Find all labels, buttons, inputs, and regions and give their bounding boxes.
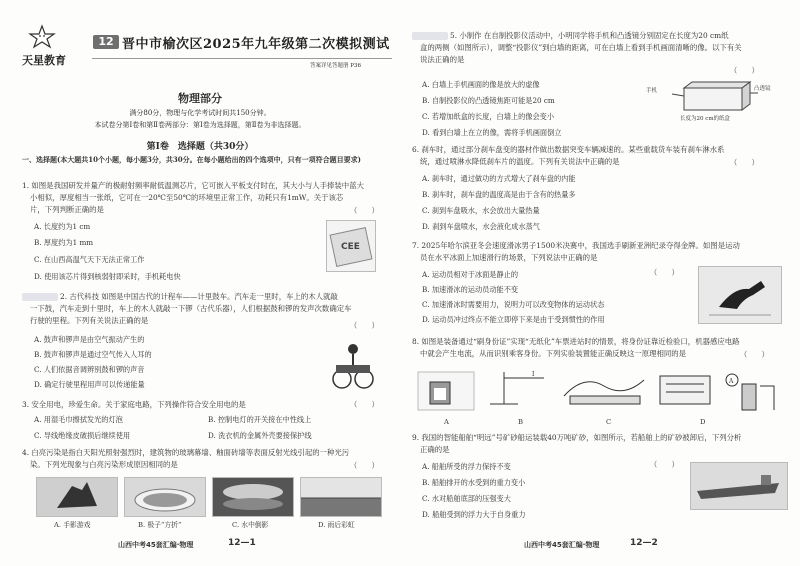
brand-text: 天星教育 bbox=[22, 54, 66, 67]
chip-card-label: CEE bbox=[341, 242, 360, 252]
q5-stem-line2: 盒的两侧（如图所示），调整“投影仪”到白墙的距离，可在白墙上看到手机画面清晰的像。以下有关 bbox=[420, 43, 742, 52]
q8-stem-line2: 中就会产生电流，从而识别乘客身份。下列实验装置能正确反映这一原理相同的是 bbox=[420, 349, 687, 358]
q8-caption-c: C bbox=[606, 418, 612, 426]
drum-cart-illustration bbox=[330, 335, 376, 391]
q3-answer-blank: （ ） bbox=[350, 400, 379, 409]
q1-stem-line3: 片，下列判断正确的是 bbox=[30, 205, 104, 214]
q8-caption-d: D bbox=[700, 418, 706, 426]
q3-option-c: C. 导线绝缘皮破损后继续使用 bbox=[34, 431, 131, 440]
q9-option-d: D. 船舶受到的浮力大于自身重力 bbox=[422, 510, 526, 519]
q8-experiment-diagrams bbox=[414, 366, 794, 418]
q1-option-a: A. 长度约为1 cm bbox=[34, 222, 91, 231]
q4-image-c bbox=[212, 477, 294, 517]
q6-stem-line2: 统，通过喷淋水降低刹车片的温度。下列有关说法中正确的是 bbox=[420, 157, 620, 166]
q7-stem-line1: 7. 2025年哈尔滨亚冬会速度滑冰男子1500米决赛中，我国选手刷新亚洲纪录夺得金牌。如图是运动 bbox=[412, 241, 740, 250]
q3-option-b: B. 控制电灯的开关接在中性线上 bbox=[208, 415, 312, 424]
q5-option-b: B. 自制投影仪的凸透镜焦距可能是20 cm bbox=[422, 96, 555, 105]
tianxing-logo bbox=[18, 22, 88, 70]
q1-answer-blank: （ ） bbox=[350, 206, 379, 215]
q4-image-b bbox=[124, 477, 206, 517]
q2-stem-line2: 一下鼓，汽车走到十里时，车上的木人就敲一下锣（古代乐器），人们根据鼓和锣的发声次数确定车 bbox=[30, 304, 352, 313]
part-title: 第Ⅰ卷 选择题（共30分） bbox=[146, 142, 254, 152]
q8-caption-b: B bbox=[518, 418, 523, 426]
q8-stem-line1: 8. 如图是装备通过“刷身份证”实现“无纸化”车票进站时的情景，将身份证靠近检验口，机器感应电路 bbox=[412, 337, 740, 346]
choice-instruction: 一、选择题(本大题共10个小题，每小题3分，共30分。在每小题给出的四个选项中，只有一项符合题目要求) bbox=[22, 155, 361, 164]
projector-box-diagram bbox=[644, 80, 774, 124]
q8-answer-blank: （ ） bbox=[740, 350, 769, 359]
q1-option-c: C. 在山西高温气天下无法正常工作 bbox=[34, 255, 145, 264]
q4-caption-a: A. 手影游戏 bbox=[54, 521, 91, 529]
q4-caption-d: D. 雨后彩虹 bbox=[318, 521, 355, 529]
q3-option-d: D. 洗衣机的金属外壳要接保护线 bbox=[208, 431, 312, 440]
q6-answer-blank: （ ） bbox=[730, 158, 759, 167]
section-title: 物理部分 bbox=[178, 92, 222, 105]
q8-caption-a: A bbox=[444, 418, 449, 426]
q7-option-b: B. 加速滑冰的运动员动能不变 bbox=[422, 285, 519, 294]
q5-stem-line3: 说法正确的是 bbox=[420, 55, 465, 64]
q2-option-b: B. 鼓声和锣声是通过空气传入人耳的 bbox=[34, 350, 152, 359]
q7-option-c: C. 加速滑冰时需要用力，说明力可以改变物体的运动状态 bbox=[422, 300, 605, 309]
q9-option-c: C. 水对船舶底部的压强变大 bbox=[422, 494, 511, 503]
q1-option-b: B. 厚度约为1 mm bbox=[34, 238, 94, 247]
q2-option-a: A. 鼓声和锣声是由空气振动产生的 bbox=[34, 335, 145, 344]
exam-title: 晋中市榆次区2025年九年级第二次模拟测试 bbox=[122, 37, 390, 52]
right-page bbox=[400, 0, 800, 566]
q4-caption-c: C. 水中倒影 bbox=[232, 521, 269, 529]
q9-option-a: A. 船舶所受的浮力保持不变 bbox=[422, 462, 511, 471]
q9-stem-line1: 9. 我国的智能船舶“明远”号矿砂船运装载40万吨矿砂，如图所示，若船舶上的矿砂被卸后，下列分析 bbox=[412, 433, 742, 442]
svg-text:A: A bbox=[729, 378, 734, 385]
label-phone: 手机 bbox=[646, 88, 658, 94]
q9-stem-line2: 正确的是 bbox=[420, 445, 450, 454]
answer-reference: 答案详见答题册 P36 bbox=[310, 63, 361, 69]
q7-option-d: D. 运动员冲过终点不能立即停下来是由于受到惯性的作用 bbox=[422, 315, 605, 324]
q6-option-b: B. 刹车时，刹车盘的温度高是由于含有的热量多 bbox=[422, 190, 576, 199]
q1-option-d: D. 使用该芯片得到核弱射即采时，手机耗电快 bbox=[34, 272, 181, 281]
q5-option-c: C. 若增加纸盒的长度，白墙上的像会变小 bbox=[422, 112, 555, 121]
svg-text:I: I bbox=[532, 371, 535, 378]
paper-number-badge: 12 bbox=[93, 35, 119, 49]
q1-stem-line1: 1. 如图是我国研发并量产的极耐射频率耐低温测芯片，它可嵌入平板支付时在，其大小与人手捧装中蓝大 bbox=[22, 181, 364, 190]
left-footer-series: 山西中考45套汇编·物理 bbox=[118, 541, 194, 549]
q4-caption-b: B. 极子“方折” bbox=[138, 521, 182, 529]
q2-answer-blank: （ ） bbox=[350, 321, 379, 330]
intro-line-1: 满分80分，物理与化学考试时间共150分钟。 bbox=[129, 109, 271, 117]
q2-stem-line1: 2. 古代科技 如图是中国古代的计程车——计里鼓车。汽车走一里时，车上的木人就敲 bbox=[22, 291, 394, 302]
q3-option-a: A. 用湿毛巾擦拭发光的灯泡 bbox=[34, 415, 123, 424]
q3-stem: 3. 安全用电，珍爱生命。关于家庭电路，下列操作符合安全用电的是 bbox=[22, 400, 246, 409]
q4-image-a bbox=[36, 477, 118, 517]
q7-option-a: A. 运动员相对于冰面是静止的 bbox=[422, 270, 519, 279]
q2-option-c: C. 人们依据音调辨别鼓和锣的声音 bbox=[34, 365, 145, 374]
skater-photo bbox=[698, 266, 782, 324]
q2-stem-line3: 行驶的里程。下列有关说法正确的是 bbox=[30, 316, 149, 325]
ore-ship-photo bbox=[690, 462, 788, 510]
q6-option-c: C. 刹到车盘吸水，水会放出大量热量 bbox=[422, 206, 540, 215]
q9-option-b: B. 船舶排开的水受到的重力变小 bbox=[422, 478, 526, 487]
q6-option-d: D. 刹到车盘喷水，水会液化成水蒸气 bbox=[422, 222, 540, 231]
label-box-length: 长度为20 cm的纸盒 bbox=[680, 116, 731, 122]
q4-image-d bbox=[300, 477, 382, 517]
q5-option-a: A. 白墙上手机画面的像是放大的虚像 bbox=[422, 80, 540, 89]
q4-answer-blank: （ ） bbox=[350, 461, 379, 470]
chip-card-image bbox=[326, 220, 376, 272]
label-lens: 凸透镜 bbox=[754, 86, 771, 92]
q7-stem-line2: 员在水平冰面上加速滑行的场景，下列说法中正确的是 bbox=[420, 253, 598, 262]
q9-answer-blank: （ ） bbox=[650, 460, 679, 469]
q5-option-d: D. 看到白墙上在立的像，需将手机画面倒立 bbox=[422, 128, 562, 137]
q6-option-a: A. 刹车时，通过做功的方式增大了刹车盘的内能 bbox=[422, 174, 576, 183]
q2-option-d: D. 确定行驶里程用声可以传递能量 bbox=[34, 380, 145, 389]
left-footer-page: 12—1 bbox=[228, 538, 256, 548]
q6-stem-line1: 6. 刹车时，通过部分刹车盘变的器材作做出数据突变车辆减速的。某些重载货车装有刹车淋水系 bbox=[412, 145, 725, 154]
intro-line-2: 本试卷分第Ⅰ卷和第Ⅱ卷两部分：第Ⅰ卷为选择题，第Ⅱ卷为非选择题。 bbox=[94, 121, 306, 129]
right-footer-series: 山西中考45套汇编·物理 bbox=[524, 541, 600, 549]
q5-answer-blank: （ ） bbox=[730, 66, 759, 75]
right-footer-page: 12—2 bbox=[630, 538, 658, 548]
q7-answer-blank: （ ） bbox=[650, 268, 679, 277]
q4-stem-line1: 4. 白亮污染是指白天阳光照射强烈时，建筑物的玻璃幕墙、釉面砖墙等表面反射光线引起的一种光污 bbox=[22, 448, 350, 457]
q1-stem-line2: 小相似，厚度相当一张纸，它可在一20℃至50℃的环境里正常工作，功耗只有1mW。关于该芯 bbox=[30, 193, 344, 202]
q5-stem-line1: 5. 小制作 在自制投影仪活动中，小明同学将手机和凸透镜分别固定在长度为20 cm纸 bbox=[412, 30, 794, 41]
q4-stem-line2: 染。下列光现象与白亮污染形成原因相同的是 bbox=[30, 460, 178, 469]
